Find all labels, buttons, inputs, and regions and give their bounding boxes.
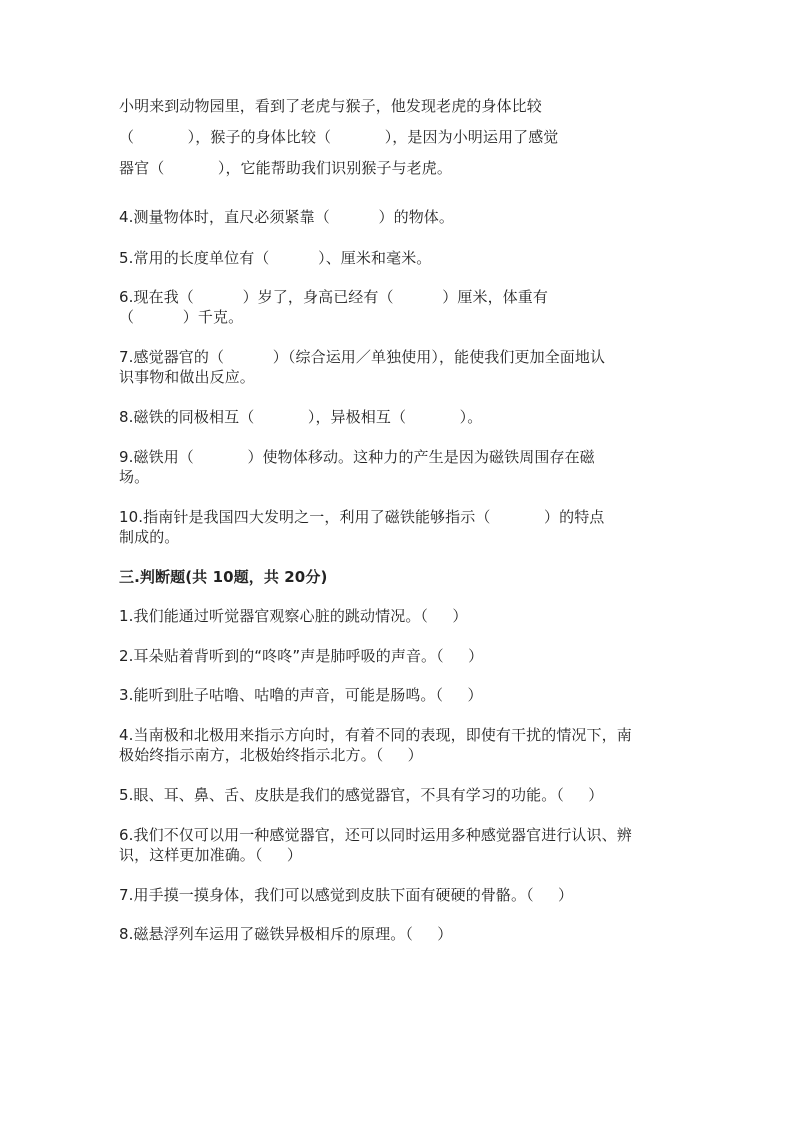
intro-line-1: 小明来到动物园里，看到了老虎与猴子，他发现老虎的身体比较 [119, 97, 542, 115]
section-3-heading: 三.判断题(共 10题，共 20分) [119, 568, 328, 586]
intro-line-3: 器官（ ），它能帮助我们识别猴子与老虎。 [119, 159, 452, 177]
question-9-line-1: 9.磁铁用（ ）使物体移动。这种力的产生是因为磁铁周围存在磁 [119, 448, 595, 466]
intro-line-2: （ ），猴子的身体比较（ ），是因为小明运用了感觉 [119, 128, 559, 146]
judge-question-4-line-1: 4.当南极和北极用来指示方向时，有着不同的表现，即使有干扰的情况下，南 [119, 726, 632, 744]
question-6-line-2: （ ）千克。 [119, 308, 244, 326]
question-7-line-2: 识事物和做出反应。 [119, 368, 255, 386]
judge-question-7: 7.用手摸一摸身体，我们可以感觉到皮肤下面有硬硬的骨骼。（ ） [119, 886, 574, 904]
question-8: 8.磁铁的同极相互（ ），异极相互（ ）。 [119, 408, 483, 426]
question-5: 5.常用的长度单位有（ ）、厘米和毫米。 [119, 249, 432, 267]
question-6-line-1: 6.现在我（ ）岁了，身高已经有（ ）厘米，体重有 [119, 288, 548, 306]
judge-question-6-line-2: 识，这样更加准确。（ ） [119, 846, 302, 864]
judge-question-4-line-2: 极始终指示南方，北极始终指示北方。（ ） [119, 746, 423, 764]
question-10-line-1: 10.指南针是我国四大发明之一，利用了磁铁能够指示（ ）的特点 [119, 508, 605, 526]
judge-question-8: 8.磁悬浮列车运用了磁铁异极相斥的原理。（ ） [119, 925, 453, 943]
judge-question-1: 1.我们能通过听觉器官观察心脏的跳动情况。（ ） [119, 607, 468, 625]
question-9-line-2: 场。 [119, 468, 150, 486]
question-7-line-1: 7.感觉器官的（ ）（综合运用／单独使用），能使我们更加全面地认 [119, 348, 606, 366]
question-10-line-2: 制成的。 [119, 528, 180, 546]
judge-question-3: 3.能听到肚子咕噜、咕噜的声音，可能是肠鸣。（ ） [119, 686, 483, 704]
question-4: 4.测量物体时，直尺必须紧靠（ ）的物体。 [119, 208, 454, 226]
judge-question-6-line-1: 6.我们不仅可以用一种感觉器官，还可以同时运用多种感觉器官进行认识、辨 [119, 826, 632, 844]
judge-question-2: 2.耳朵贴着背听到的“咚咚”声是肺呼吸的声音。（ ） [119, 647, 484, 665]
judge-question-5: 5.眼、耳、鼻、舌、皮肤是我们的感觉器官，不具有学习的功能。（ ） [119, 786, 604, 804]
